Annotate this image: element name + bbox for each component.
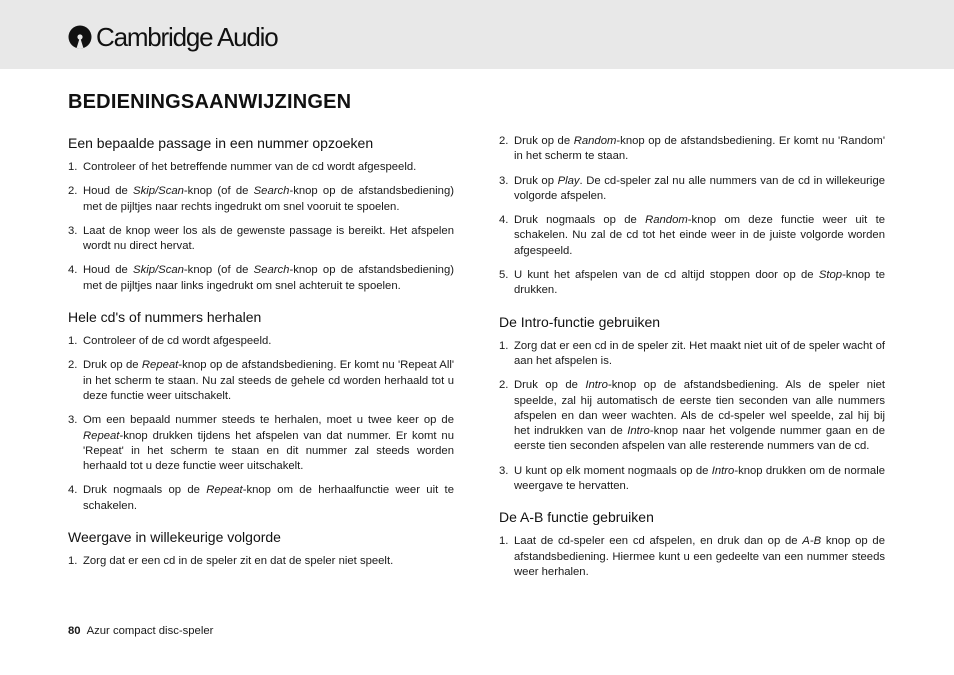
step-item	[499, 174, 885, 205]
step-text: Zorg dat er een cd in de speler zit en dat de speler niet speelt.	[83, 555, 394, 568]
instruction-section	[499, 508, 885, 580]
step-item	[499, 213, 885, 259]
section-heading: De Intro-functie gebruiken	[499, 313, 661, 330]
step-number: 2.	[499, 135, 509, 147]
step-item	[68, 224, 454, 255]
step-item	[499, 134, 885, 165]
step-item	[68, 160, 454, 175]
step-text: Druk nogmaals op de Random-knop om deze functie weer uit te schakelen. Nu zal de cd tot het einde weer in de juiste volgorde worden afgespeeld.	[514, 214, 885, 257]
step-text: Druk op de Repeat-knop op de afstandsbediening. Er komt nu 'Repeat All' in het scherm te staan. Nu zal steeds de gehele cd worden herhaald tot u deze functie weer uitschakelt.	[83, 359, 454, 402]
step-number: 1.	[68, 555, 78, 568]
step-list	[499, 534, 885, 580]
step-number: 3.	[68, 414, 78, 427]
instruction-section	[68, 528, 454, 569]
step-text: U kunt op elk moment nogmaals op de Intro-knop drukken om de normale weergave te hervatten.	[514, 464, 885, 493]
section-heading: Hele cd's of nummers herhalen	[68, 309, 262, 326]
step-list	[499, 134, 885, 299]
product-name: Azur compact disc-speler	[86, 625, 214, 637]
step-number: 3.	[499, 174, 509, 187]
step-item	[499, 378, 885, 454]
step-text: U kunt het afspelen van de cd altijd stoppen door op de Stop-knop te drukken.	[514, 269, 885, 297]
step-item	[68, 483, 454, 514]
step-number: 3.	[499, 464, 509, 477]
step-text: Laat de knop weer los als de gewenste passage is bereikt. Het afspelen wordt nu direct hervat.	[83, 224, 454, 253]
step-number: 1.	[68, 335, 78, 348]
step-text: Houd de Skip/Scan-knop (of de Search-knop op de afstandsbediening) met de pijltjes naar rechts ingedrukt om snel vooruit te spoelen.	[83, 185, 454, 213]
step-list	[68, 334, 454, 514]
step-item	[68, 413, 454, 474]
step-item	[499, 339, 885, 370]
right-column	[499, 134, 885, 594]
step-text: Laat de cd-speler een cd afspelen, en druk dan op de A-B knop op de afstandsbediening. Hiermee kunt u een gedeelte van een nummer steeds weer herhalen.	[514, 535, 885, 578]
step-text: Druk op de Intro-knop op de afstandsbediening. Als de speler niet speelde, zal hij automatisch de eerste tien seconden van alle nummers afspelen en dan weer wachten. Als de cd-speler wel speelde, zal hij bij het indrukken van de Intro-knop naar het volgende nummer gaan en de eerste tien seconden afspelen van alle resterende nummers van de cd.	[514, 379, 885, 453]
page-footer	[68, 625, 213, 637]
step-item	[68, 334, 454, 349]
step-text: Houd de Skip/Scan-knop (of de Search-knop op de afstandsbediening) met de pijltjes naar links ingedrukt om snel achteruit te spoelen.	[83, 264, 454, 292]
page-number: 80	[68, 625, 81, 637]
step-text: Controleer of de cd wordt afgespeeld.	[83, 335, 272, 348]
step-text: Zorg dat er een cd in de speler zit. Het maakt niet uit of de speler wacht of aan het afspelen is.	[514, 339, 885, 367]
step-item	[68, 554, 454, 569]
step-number: 5.	[499, 269, 509, 282]
left-column	[68, 134, 454, 583]
step-number: 3.	[68, 224, 78, 237]
step-item	[499, 534, 885, 580]
instruction-section	[68, 134, 454, 294]
instruction-section	[68, 308, 454, 514]
step-list	[68, 160, 454, 294]
section-heading: Weergave in willekeurige volgorde	[68, 529, 281, 546]
section-heading: Een bepaalde passage in een nummer opzoeken	[68, 135, 374, 151]
step-text: Druk op de Random-knop op de afstandsbediening. Er komt nu 'Random' in het scherm te staan.	[514, 135, 885, 163]
brand-name: Cambridge Audio	[96, 22, 278, 52]
page-title: BEDIENINGSAANWIJZINGEN	[68, 91, 352, 113]
step-number: 1.	[68, 161, 78, 173]
section-heading: De A-B functie gebruiken	[499, 509, 654, 526]
page-header	[0, 0, 954, 69]
step-number: 1.	[499, 339, 509, 352]
step-item	[68, 263, 454, 294]
instruction-section	[499, 313, 885, 495]
step-text: Druk op Play. De cd-speler zal nu alle nummers van de cd in willekeurige volgorde afspelen.	[514, 174, 886, 202]
step-item	[499, 464, 885, 495]
step-number: 4.	[68, 484, 78, 497]
step-number: 1.	[499, 535, 509, 548]
step-number: 2.	[499, 379, 509, 392]
step-item	[499, 268, 885, 299]
step-text: Om een bepaald nummer steeds te herhalen, moet u twee keer op de Repeat-knop drukken tijdens het afspelen van dat nummer. Er komt nu 'Repeat' in het scherm te staan en dit nummer zal steeds worden herhaald tot u deze functie weer uitschakelt.	[83, 414, 454, 473]
step-number: 4.	[499, 214, 509, 227]
step-number: 2.	[68, 359, 78, 372]
step-item	[68, 358, 454, 404]
step-list	[68, 554, 454, 569]
step-text: Druk nogmaals op de Repeat-knop om de herhaalfunctie weer uit te schakelen.	[83, 484, 454, 512]
cambridge-audio-logo-icon	[68, 25, 92, 49]
step-item	[68, 184, 454, 215]
step-text: Controleer of het betreffende nummer van de cd wordt afgespeeld.	[83, 161, 417, 173]
brand-logo	[68, 22, 277, 52]
step-number: 4.	[68, 264, 78, 277]
instruction-section	[499, 134, 885, 299]
step-number: 2.	[68, 185, 78, 198]
step-list	[499, 339, 885, 495]
